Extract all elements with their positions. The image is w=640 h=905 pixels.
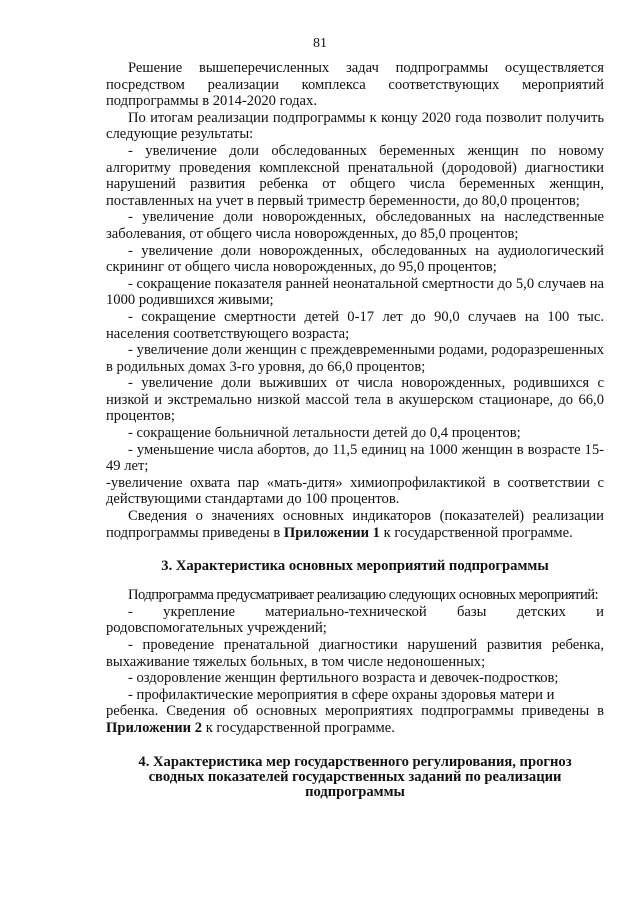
- closing-text-after: к государственной программе.: [202, 719, 395, 736]
- result-item: - увеличение доли выживших от числа новорожденных, родившихся с низкой и экстремально низкой массой тела в акушерском стационаре, до 66,0 процентов;: [106, 375, 604, 425]
- section-3-intro: Подпрограмма предусматривает реализацию следующих основных мероприятий:: [128, 587, 599, 604]
- result-item: - увеличение доли новорожденных, обследованных на аудиологический скрининг от общего числа новорожденных, до 95,0 процентов;: [106, 242, 604, 276]
- section-3-closing: [106, 703, 604, 736]
- document-body: [106, 60, 604, 800]
- activity-item: - оздоровление женщин фертильного возраста и девочек-подростков;: [128, 670, 559, 687]
- result-item: - увеличение доли женщин с преждевременными родами, родоразрешенных в родильных домах 3-го уровня, до 66,0 процентов;: [106, 342, 604, 375]
- activity-item: - укрепление материально-технической базы детских и родовспомогательных учреждений;: [106, 603, 604, 637]
- paragraph-indicators: [106, 508, 604, 541]
- paragraph-solution: Решение вышеперечисленных задач подпрограммы осуществляется посредством реализации комплекса соответствующих мероприятий подпрограммы в 2014-2020 годах.: [106, 60, 604, 110]
- page-number: 81: [313, 36, 327, 51]
- section-4-heading: [106, 755, 604, 800]
- activity-item: - проведение пренатальной диагностики нарушений развития ребенка, выхаживание тяжелых больных, в том числе недоношенных;: [106, 637, 604, 670]
- activity-item: - профилактические мероприятия в сфере охраны здоровья матери и: [128, 686, 555, 703]
- result-item: - уменьшение числа абортов, до 11,5 единиц на 1000 женщин в возрасте 15-49 лет;: [106, 441, 604, 475]
- section-4-heading-line: подпрограммы: [305, 783, 405, 800]
- closing-text-before: ребенка. Сведения об основных мероприятиях подпрограммы приведены в: [106, 703, 604, 720]
- result-item: - сокращение показателя ранней неонатальной смертности до 5,0 случаев на 1000 родившихся живыми;: [106, 275, 604, 309]
- result-item: - увеличение доли обследованных беременных женщин по новому алгоритму проведения комплексной пренатальной (дородовой) диагностики нарушений развития ребенка от общего числа беременных женщин, поставленных на учет в первый триместр беременности, до 80,0 процентов;: [106, 142, 604, 209]
- paragraph-results-intro: По итогам реализации подпрограммы к концу 2020 года позволит получить следующие результаты:: [106, 109, 604, 143]
- appendix-2-reference: Приложении 2: [106, 719, 203, 736]
- result-item: - увеличение доли новорожденных, обследованных на наследственные заболевания, от общего числа новорожденных, до 85,0 процентов;: [106, 209, 604, 242]
- indicators-text-before: Сведения о значениях основных индикаторов (показателей) реализации подпрограммы приведены в: [106, 508, 604, 541]
- section-4-heading-line: 4. Характеристика мер государственного регулирования, прогноз: [138, 753, 572, 770]
- section-3-heading: 3. Характеристика основных мероприятий подпрограммы: [161, 558, 549, 575]
- section-4-heading-line: сводных показателей государственных заданий по реализации: [148, 768, 562, 785]
- result-item: - сокращение больничной летальности детей до 0,4 процентов;: [128, 425, 521, 442]
- result-item: - сокращение смертности детей 0-17 лет до 90,0 случаев на 100 тыс. населения соответствующего возраста;: [106, 308, 604, 342]
- indicators-text-after: к государственной программе.: [379, 524, 573, 541]
- appendix-1-reference: Приложении 1: [283, 524, 380, 541]
- result-item: -увеличение охвата пар «мать-дитя» химиопрофилактикой в соответствии с действующими стандартами до 100 процентов.: [106, 474, 604, 508]
